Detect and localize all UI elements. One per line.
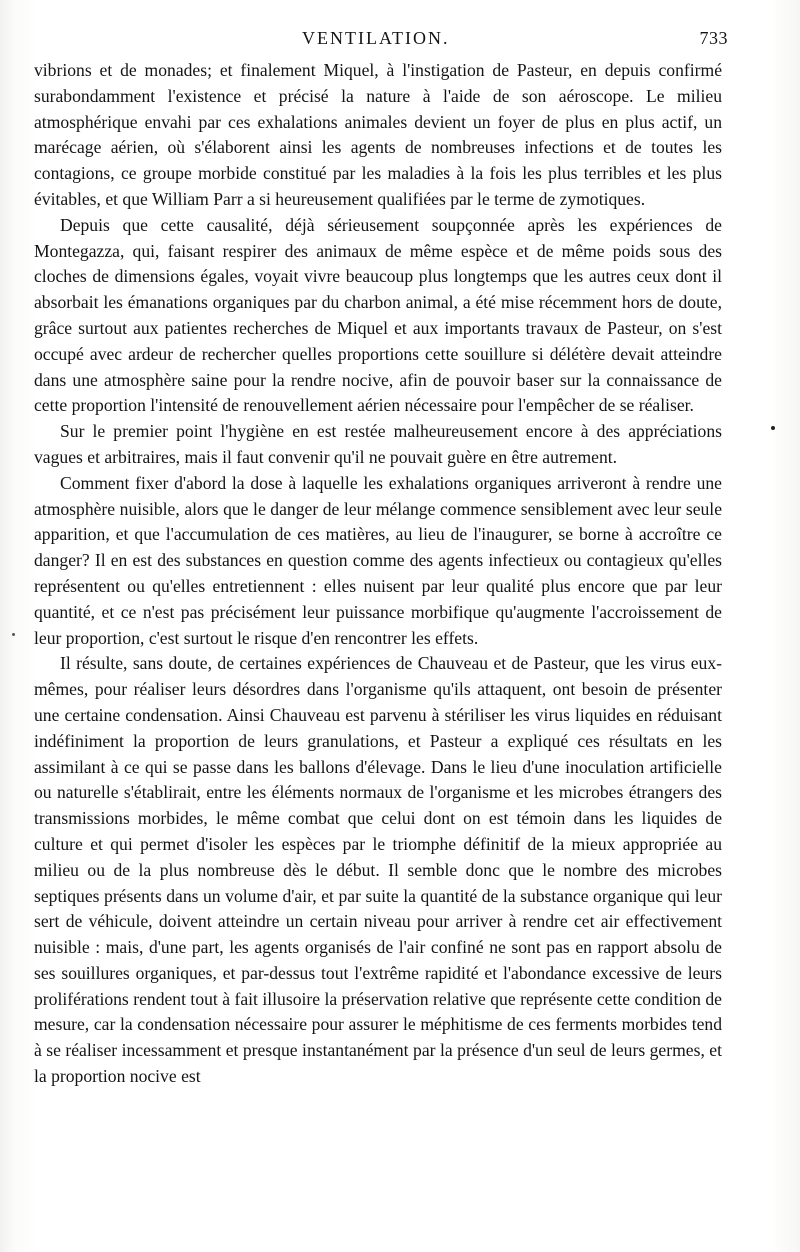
margin-mark-left: [12, 633, 15, 636]
running-head: [34, 22, 728, 58]
margin-mark: [771, 426, 775, 430]
paragraph-causality: Depuis que cette causalité, déjà sérieusement soupçonnée après les expériences de Montegazza, qui, faisant respirer des animaux de même espèce et de même poids sous des cloches de dimensions égales, voyait vivre beaucoup plus longtemps que les autres ceux dont il absorbait les émanations organiques par du charbon animal, a été mise récemment hors de doute, grâce surtout aux patientes recherches de Miquel et aux importants travaux de Pasteur, on s'est occupé avec ardeur de rechercher quelles proportions cette souillure si délétère devait atteindre dans une atmosphère saine pour la rendre nocive, afin de pouvoir baser sur la connaissance de cette proportion l'intensité de renouvellement aérien nécessaire pour l'empêcher de se réaliser.: [34, 214, 722, 416]
page-number: 733: [699, 28, 728, 48]
paragraph-virus-condensation: Il résulte, sans doute, de certaines expériences de Chauveau et de Pasteur, que les virus eux-mêmes, pour réaliser leurs désordres dans l'organisme qu'ils attaquent, ont besoin de présenter une certaine condensation. Ainsi Chauveau est parvenu à stériliser les virus liquides en réduisant indéfiniment la proportion de leurs granulations, et Pasteur a expliqué ces résultats en les assimilant à ce qui se passe dans les ballons d'élevage. Dans le lieu d'une inoculation artificielle ou naturelle s'établirait, entre les éléments normaux de l'organisme et les microbes étrangers des transmissions morbides, le même combat que celui dont on est témoin dans les liquides de culture et qui permet d'isoler les espèces par le triomphe définitif de la mieux appropriée au milieu ou de la plus nombreuse dès le début. Il semble donc que le nombre des microbes septiques présents dans un volume d'air, et par suite la quantité de la substance organique qui leur sert de véhicule, doivent atteindre un certain niveau pour arriver à rendre cet air effectivement nuisible : mais, d'une part, les agents organisés de l'air confiné ne sont pas en rapport absolu de ses souillures organiques, et par-dessus tout l'extrême rapidité et l'abondance excessive de leurs proliférations rendent tout à fait illusoire la préservation relative que représente cette condition de mesure, car la condensation nécessaire pour assurer le méphitisme de ces ferments morbides tend à se réaliser incessamment et presque instantanément par la présence d'un seul de leurs germes, et la proportion nocive est: [34, 653, 722, 1087]
body-text: [34, 58, 722, 1090]
paragraph-continued: vibrions et de monades; et finalement Miquel, à l'instigation de Pasteur, en depuis confirmé surabondamment l'existence et précisé la nature à l'aide de son aéroscope. Le milieu atmosphérique envahi par ces exhalations animales devient un foyer de plus en plus actif, un marécage aérien, où s'élaborent ainsi les agents de nombreuses infections et de toutes les contagions, ce groupe morbide constitué par les maladies à la fois les plus terribles et les plus évitables, et que William Parr a si heureusement qualifiées par le terme de zymotiques.: [34, 60, 722, 209]
paragraph-dose: Comment fixer d'abord la dose à laquelle les exhalations organiques arriveront à rendre une atmosphère nuisible, alors que le danger de leur mélange commence sensiblement avec leur seule apparition, et que l'accumulation de ces matières, au lieu de l'inaugurer, se borne à accroître ce danger? Il en est des substances en question comme des agents infectieux ou contagieux qu'elles représentent ou qu'elles entretiennent : elles nuisent par leur qualité plus encore que par leur quantité, et ce n'est pas précisément leur puissance morbifique qu'augmente l'accroissement de leur proportion, c'est surtout le risque d'en rencontrer les effets.: [34, 472, 722, 648]
paragraph-first-point: Sur le premier point l'hygiène en est restée malheureusement encore à des appréciations vagues et arbitraires, mais il faut convenir qu'il ne pouvait guère en être autrement.: [34, 421, 722, 467]
chapter-title: VENTILATION.: [302, 28, 450, 48]
